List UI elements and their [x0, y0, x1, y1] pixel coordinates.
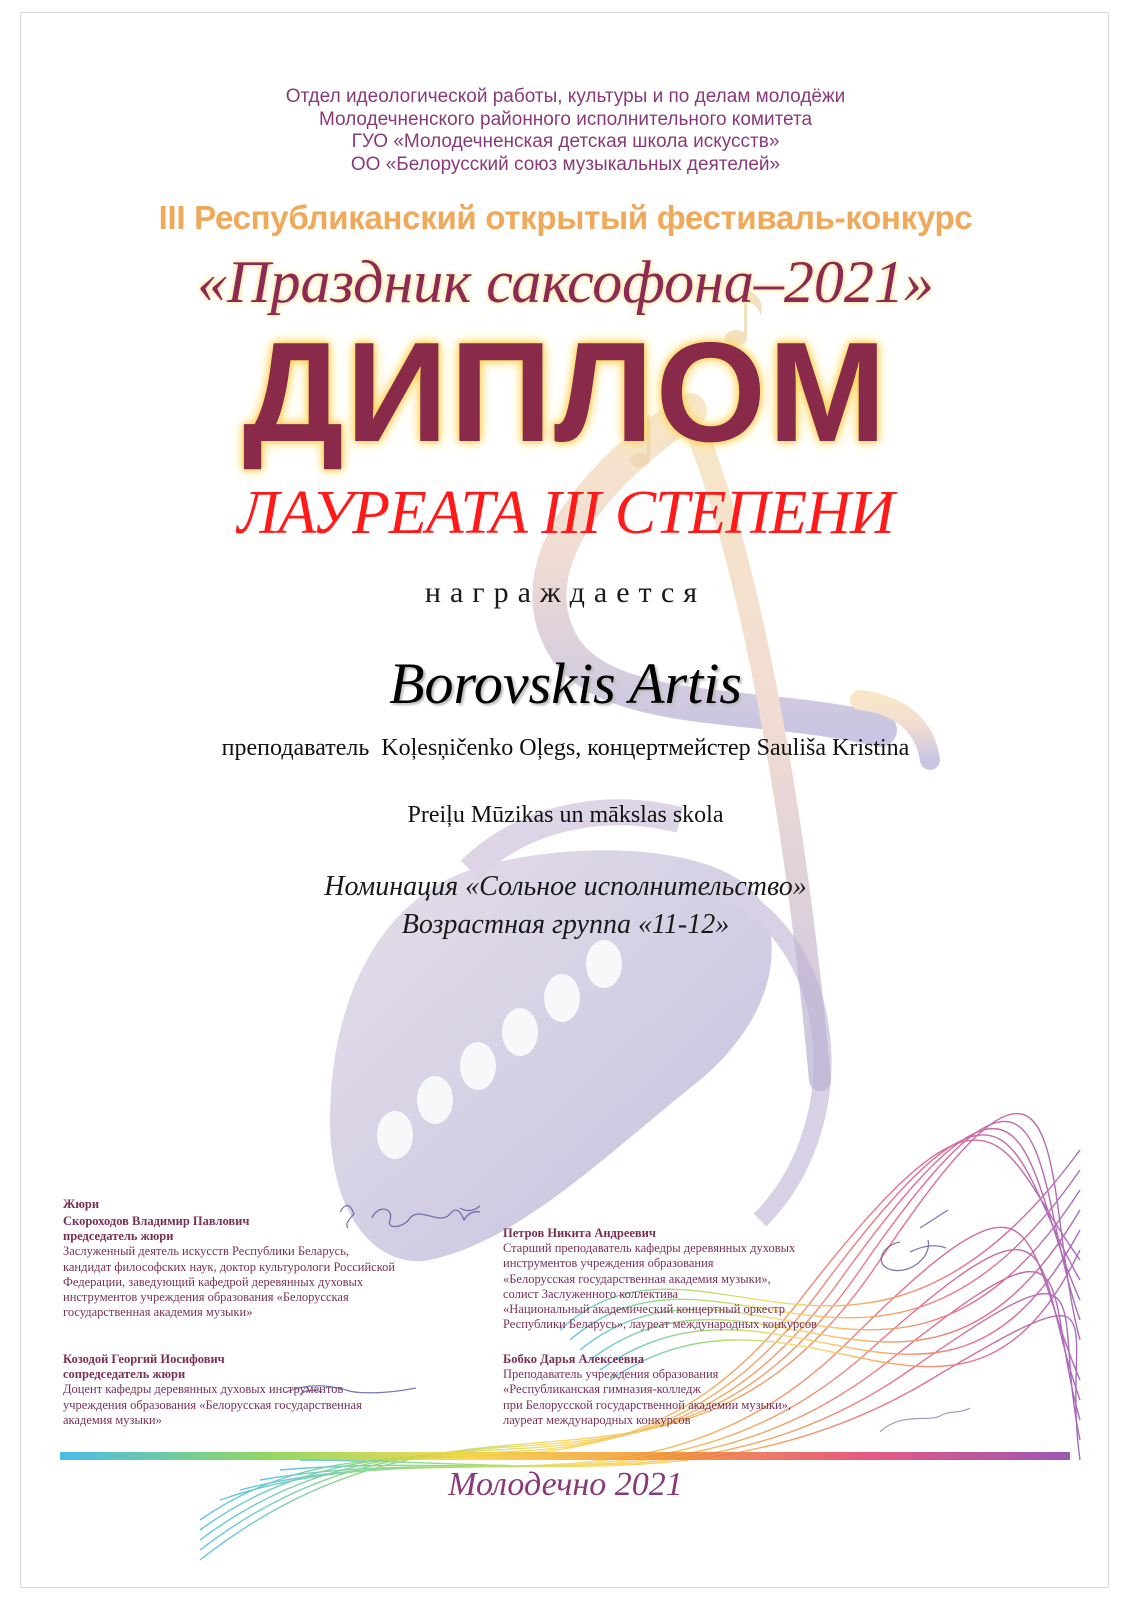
jury-member: [503, 1352, 791, 1428]
jury-line: государственная академия музыки»: [63, 1305, 253, 1320]
organizers-block: [0, 86, 1131, 176]
jury-name: Скороходов Владимир Павлович: [63, 1214, 250, 1228]
jury-member: [503, 1226, 817, 1332]
jury-name: Петров Никита Андреевич: [503, 1226, 656, 1240]
footer-place-year: Молодечно 2021: [448, 1466, 683, 1503]
jury-line: Старший преподаватель кафедры деревянных духовых: [503, 1241, 796, 1256]
jury-line: «Республиканская гимназия-колледж: [503, 1382, 702, 1397]
laureate-degree: ЛАУРЕАТА III СТЕПЕНИ: [237, 479, 894, 547]
jury-heading: Жюри: [63, 1197, 100, 1211]
teacher-line: преподаватель Koļesņičenko Oļegs, концертмейстер Sauliša Kristina: [221, 735, 910, 761]
signature-bobko: [880, 1408, 970, 1432]
jury-line: «Национальный академический концертный оркестр: [503, 1302, 786, 1317]
jury-name: Козодой Георгий Иосифович: [63, 1352, 225, 1366]
jury-line: Преподаватель учреждения образования: [503, 1367, 719, 1382]
organizer-line: ОО «Белорусский союз музыкальных деятелей»: [350, 153, 781, 175]
jury-line: «Белорусская государственная академия музыки»,: [503, 1271, 771, 1286]
organizer-line: ГУО «Молодечненская детская школа искусств»: [351, 131, 780, 152]
recipient-name: Borovskis Artis: [389, 651, 742, 716]
jury-line: инструментов учреждения образования «Белорусская: [63, 1290, 349, 1305]
jury-line: Заслуженный деятель искусств Республики Беларусь,: [63, 1244, 350, 1259]
jury-line: солист Заслуженного коллектива: [503, 1286, 679, 1301]
awarded-label: награждается: [424, 576, 707, 609]
jury-line: инструментов учреждения образования: [503, 1256, 714, 1271]
jury-role: сопредседатель жюри: [63, 1367, 186, 1382]
jury-line: при Белорусской государственной академии музыки»,: [503, 1397, 792, 1412]
school-name: Preiļu Mūzikas un mākslas skola: [407, 802, 724, 828]
jury-line: учреждения образования «Белорусская государственная: [63, 1397, 362, 1412]
diploma-title: ДИПЛОМ: [242, 313, 889, 472]
jury-line: лауреат международных конкурсов: [503, 1412, 691, 1427]
nomination: Номинация «Сольное исполнительство»: [324, 871, 807, 902]
jury-member: [63, 1352, 362, 1428]
jury-line: Республики Беларусь», лауреат международных конкурсов: [503, 1317, 817, 1332]
organizer-line: Молодечненского районного исполнительного комитета: [318, 108, 813, 130]
festival-line: III Республиканский открытый фестиваль-конкурс: [158, 199, 973, 236]
jury-line: академия музыки»: [63, 1412, 162, 1427]
signature-petrov: [881, 1210, 948, 1271]
jury-line: кандидат философских наук, доктор культурологи Российской: [63, 1259, 396, 1274]
age-group: Возрастная группа «11-12»: [401, 909, 730, 940]
jury-line: Федерации, заведующий кафедрой деревянных духовых: [63, 1274, 364, 1289]
festival-name: «Праздник саксофона–2021»: [197, 249, 934, 315]
jury-member: [63, 1214, 395, 1320]
jury-line: Доцент кафедры деревянных духовых инструментов: [63, 1382, 344, 1397]
organizer-line: Отдел идеологической работы, культуры и по делам молодёжи: [285, 86, 846, 107]
jury-name: Бобко Дарья Алексеевна: [503, 1352, 644, 1366]
jury-role: председатель жюри: [63, 1229, 174, 1244]
nomination-block: [0, 868, 1131, 944]
